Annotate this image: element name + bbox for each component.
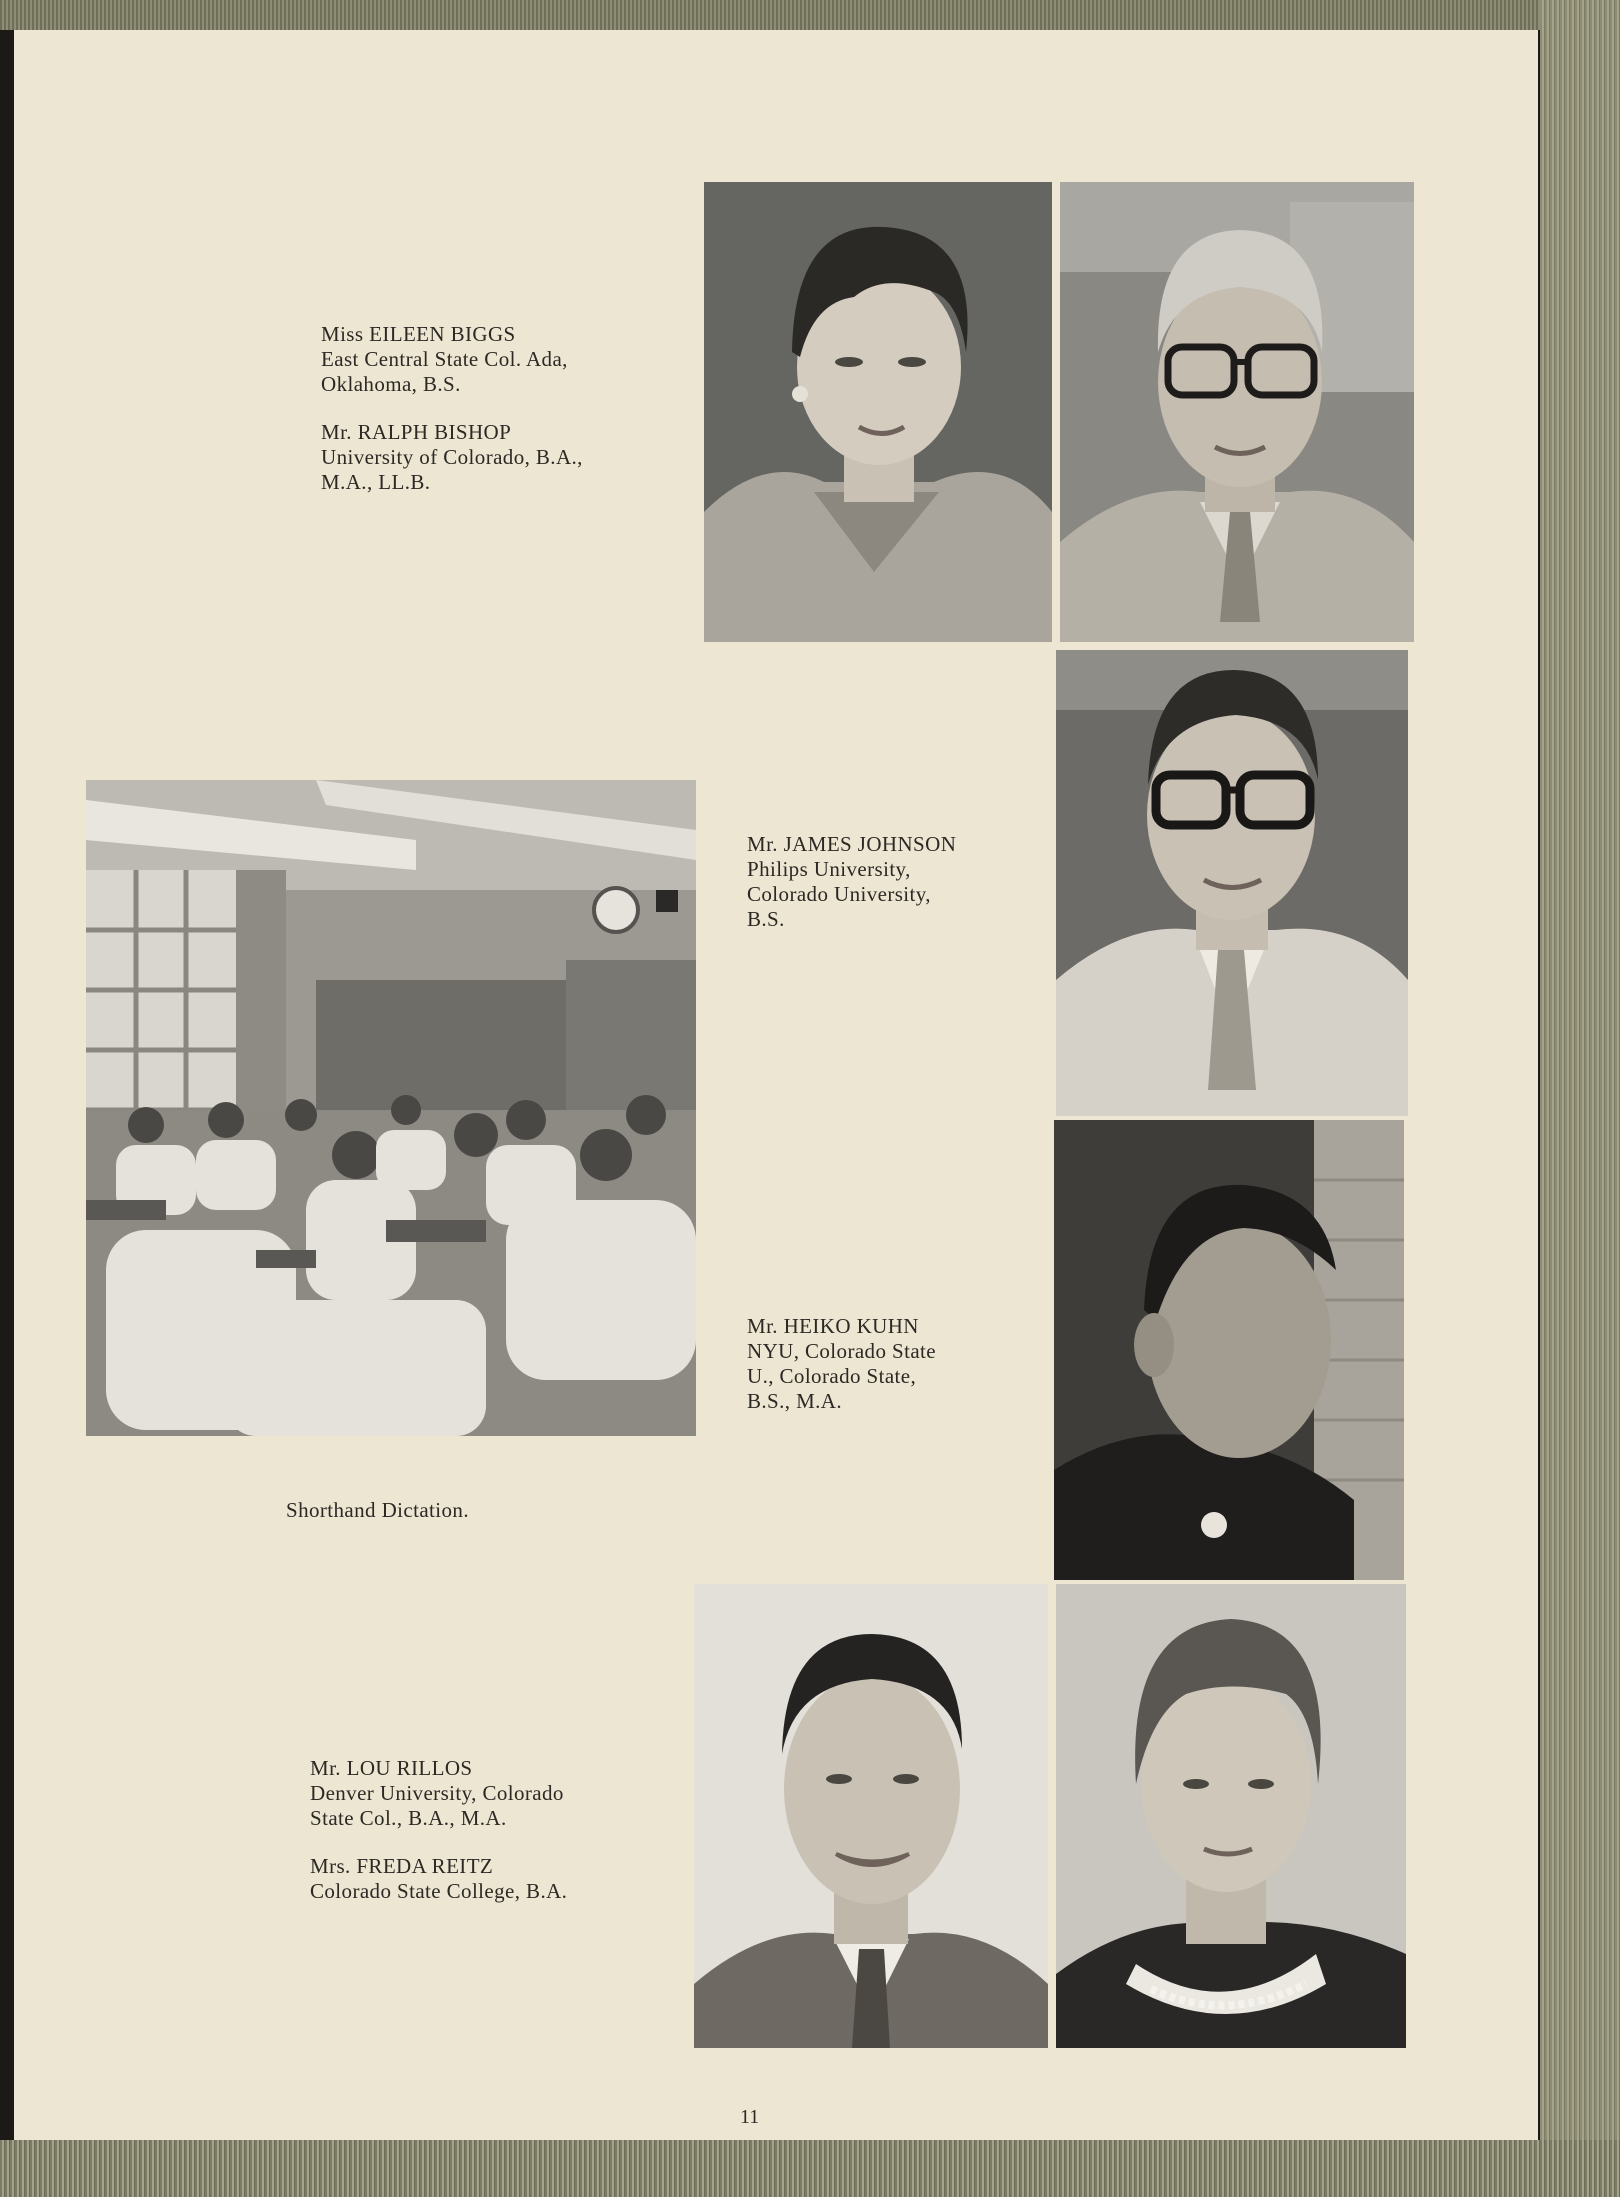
faculty-name: Mrs. FREDA REITZ xyxy=(310,1854,494,1878)
caption-reitz xyxy=(310,1854,567,1904)
book-binding-right xyxy=(1540,0,1620,2197)
classroom-photo xyxy=(86,780,696,1436)
faculty-degree-line: U., Colorado State, xyxy=(747,1364,917,1388)
page-number: 11 xyxy=(740,2106,760,2128)
faculty-degree-line: Colorado State College, B.A. xyxy=(310,1879,568,1903)
faculty-degree-line: Denver University, Colorado xyxy=(310,1781,564,1805)
portrait-johnson xyxy=(1056,650,1408,1116)
caption-bishop xyxy=(321,420,583,495)
faculty-name: Mr. LOU RILLOS xyxy=(310,1756,473,1780)
portrait-biggs xyxy=(704,182,1052,642)
portrait-rillos xyxy=(694,1584,1048,2048)
yearbook-page xyxy=(14,30,1538,2140)
faculty-degree-line: Colorado University, xyxy=(747,882,931,906)
caption-biggs xyxy=(321,322,568,397)
portrait-reitz xyxy=(1056,1584,1406,2048)
faculty-degree-line: NYU, Colorado State xyxy=(747,1339,936,1363)
faculty-name: Mr. HEIKO KUHN xyxy=(747,1314,919,1338)
faculty-degree-line: University of Colorado, B.A., xyxy=(321,445,583,469)
caption-johnson xyxy=(747,832,956,932)
caption-kuhn xyxy=(747,1314,936,1414)
faculty-degree-line: M.A., LL.B. xyxy=(321,470,431,494)
caption-rillos xyxy=(310,1756,564,1831)
classroom-photo-caption: Shorthand Dictation. xyxy=(286,1498,469,1522)
faculty-name: Mr. JAMES JOHNSON xyxy=(747,832,957,856)
book-top-edge xyxy=(0,0,1620,30)
faculty-degree-line: B.S. xyxy=(747,907,785,931)
faculty-degree-line: East Central State Col. Ada, xyxy=(321,347,568,371)
faculty-degree-line: Philips University, xyxy=(747,857,911,881)
faculty-degree-line: State Col., B.A., M.A. xyxy=(310,1806,507,1830)
portrait-bishop xyxy=(1060,182,1414,642)
faculty-degree-line: B.S., M.A. xyxy=(747,1389,843,1413)
faculty-name: Miss EILEEN BIGGS xyxy=(321,322,516,346)
faculty-name: Mr. RALPH BISHOP xyxy=(321,420,512,444)
book-binding-bottom xyxy=(0,2140,1620,2197)
faculty-degree-line: Oklahoma, B.S. xyxy=(321,372,461,396)
portrait-kuhn xyxy=(1054,1120,1404,1580)
